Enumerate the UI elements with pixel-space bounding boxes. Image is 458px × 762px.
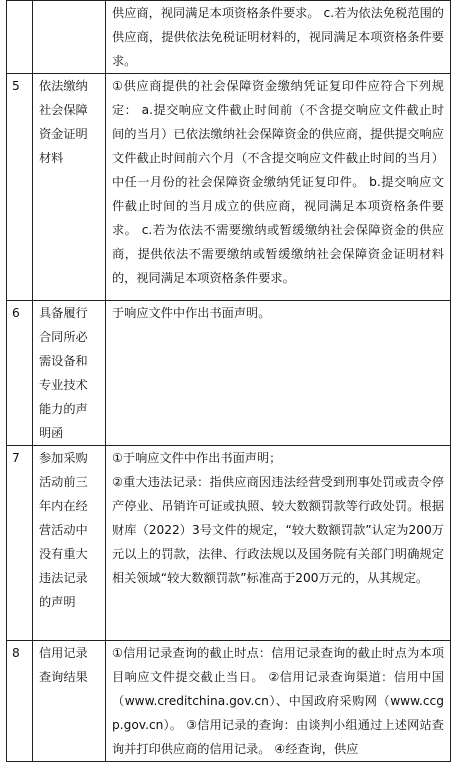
table-row xyxy=(7,1,451,74)
table-row xyxy=(7,301,451,446)
requirement-name xyxy=(33,446,106,641)
requirement-name xyxy=(33,74,106,301)
requirement-name xyxy=(33,641,106,762)
requirement-name xyxy=(33,301,106,446)
table-row xyxy=(7,74,451,301)
row-number xyxy=(7,1,33,74)
requirement-content xyxy=(106,1,451,74)
requirement-content xyxy=(106,446,451,641)
content-paragraph: ①信用记录查询的截止时点：信用记录查询的截止时点为本项目响应文件提交截止当日。 ②信用记录查询渠道：信用中国（www.creditchina.gov.cn）、中国政府采购网（www.ccgp.gov.cn）。 ③信用记录的查询：由谈判小组通过上述网站查询并打印供应商的信用记录。 ④经查询，供应 xyxy=(112,646,444,756)
document-page xyxy=(6,0,458,756)
requirement-content xyxy=(106,74,451,301)
table-body xyxy=(7,1,451,762)
requirement-content xyxy=(106,301,451,446)
qualification-requirements-table xyxy=(6,0,451,762)
requirement-name-text: 依法缴纳社会保障资金证明材料 xyxy=(39,79,88,165)
requirement-content xyxy=(106,641,451,762)
requirement-name-text: 参加采购活动前三年内在经营活动中没有重大违法记录的声明 xyxy=(39,451,88,609)
table-row xyxy=(7,446,451,641)
row-number: 8 xyxy=(7,641,33,762)
content-paragraph: 于响应文件中作出书面声明。 xyxy=(112,306,271,320)
content-paragraph: 供应商，视同满足本项资格条件要求。 c.若为依法免税范围的供应商，提供依法免税证明材料的，视同满足本项资格条件要求。 xyxy=(112,6,444,68)
content-paragraph: ①于响应文件中作出书面声明； xyxy=(112,451,282,465)
requirement-name xyxy=(33,1,106,74)
requirement-name-text: 信用记录查询结果 xyxy=(39,646,88,684)
row-number: 6 xyxy=(7,301,33,446)
table-row xyxy=(7,641,451,762)
requirement-name-text: 具备履行合同所必需设备和专业技术能力的声明函 xyxy=(39,306,88,440)
row-number: 5 xyxy=(7,74,33,301)
content-paragraph: ②重大违法记录：指供应商因违法经营受到刑事处罚或责令停产停业、吊销许可证或执照、较大数额罚款等行政处罚。根据财库（2022）3号文件的规定，“较大数额罚款”认定为200万元以上的罚款，法律、行政法规以及国务院有关部门明确规定相关领域“较大数额罚款”标准高于200万元的，从其规定。 xyxy=(112,475,444,585)
content-paragraph: ①供应商提供的社会保障资金缴纳凭证复印件应符合下列规定： a.提交响应文件截止时间前（不含提交响应文件截止时间的当月）已依法缴纳社会保障资金的供应商，提供提交响应文件截止时间前六个月（不含提交响应文件截止时间的当月）中任一月份的社会保障资金缴纳凭证复印件。 b.提交响应文件截止时间的当月成立的供应商，视同满足本项资格条件要求。 c.若为依法不需要缴纳或暂缓缴纳社会保障资金的供应商，提供依法不需要缴纳或暂缓缴纳社会保障资金证明材料的，视同满足本项资格条件要求。 xyxy=(112,79,444,285)
row-number: 7 xyxy=(7,446,33,641)
